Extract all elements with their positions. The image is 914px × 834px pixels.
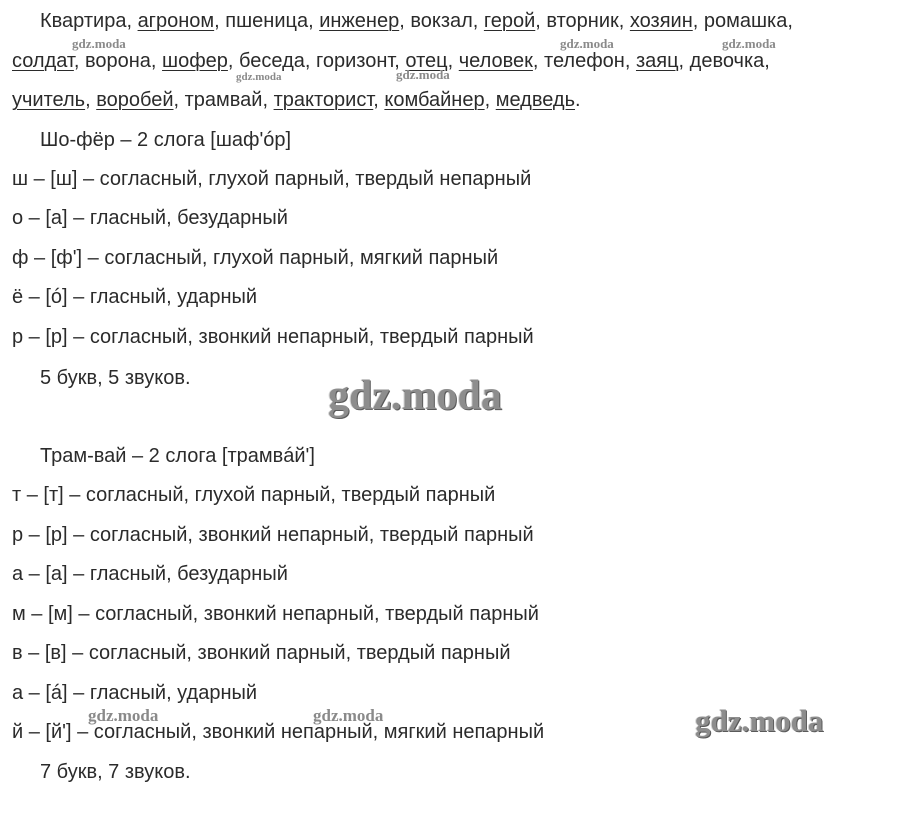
word-list-text: , трамвай, bbox=[173, 89, 274, 111]
underlined-word: отец bbox=[405, 50, 448, 72]
underlined-word: тракторист bbox=[273, 89, 374, 111]
underlined-word: медведь bbox=[495, 89, 576, 111]
word-list-text: , телефон, bbox=[532, 50, 636, 72]
analysis-2-row: р – [р] – согласный, звонкий непарный, твердый парный bbox=[12, 524, 534, 546]
watermark: gdz.moda bbox=[313, 706, 384, 725]
analysis-2-row: й – [й'] – согласный, звонкий непарный, мягкий непарный bbox=[12, 721, 545, 743]
watermark: gdz.moda bbox=[396, 67, 450, 82]
underlined-word: хозяин bbox=[629, 10, 693, 32]
analysis-1-summary: 5 букв, 5 звуков. bbox=[40, 367, 191, 389]
watermark: gdz.moda bbox=[72, 36, 126, 51]
word-list-text: , ромашка, bbox=[692, 10, 793, 32]
analysis-2-header: Трам-вай – 2 слога [трамвáй'] bbox=[40, 445, 315, 467]
analysis-1-row: ф – [ф'] – согласный, глухой парный, мягкий парный bbox=[12, 247, 499, 269]
analysis-1-row: о – [а] – гласный, безударный bbox=[12, 207, 288, 229]
underlined-word: шофер bbox=[162, 50, 228, 72]
word-list-text: , вокзал, bbox=[399, 10, 484, 32]
watermark: gdz.moda bbox=[560, 36, 614, 51]
watermark: gdz.moda bbox=[722, 36, 776, 51]
analysis-1-row: ё – [ó] – гласный, ударный bbox=[12, 286, 258, 308]
analysis-2-row: а – [а] – гласный, безударный bbox=[12, 563, 288, 585]
watermark-large: gdz.moda bbox=[695, 703, 824, 738]
analysis-2-summary: 7 букв, 7 звуков. bbox=[40, 761, 191, 783]
analysis-2-row: а – [á] – гласный, ударный bbox=[12, 682, 258, 704]
analysis-1-row: ш – [ш] – согласный, глухой парный, твердый непарный bbox=[12, 168, 532, 190]
watermark-large: gdz.moda bbox=[328, 373, 502, 419]
watermark: gdz.moda bbox=[236, 71, 282, 83]
word-list-line-2 bbox=[12, 49, 770, 73]
underlined-word: воробей bbox=[96, 89, 174, 111]
word-list-text: , вторник, bbox=[535, 10, 630, 32]
word-list-text: , bbox=[126, 10, 138, 32]
word-list-text: , девочка, bbox=[678, 50, 770, 72]
analysis-1-row: р – [р] – согласный, звонкий непарный, твердый парный bbox=[12, 326, 534, 348]
word-list-text: , bbox=[85, 89, 97, 111]
analysis-1-header: Шо-фёр – 2 слога [шаф'óр] bbox=[40, 129, 292, 151]
underlined-word: герой bbox=[483, 10, 536, 32]
underlined-word: агроном bbox=[137, 10, 215, 32]
watermark: gdz.moda bbox=[88, 706, 159, 725]
word-list-text: , bbox=[373, 89, 385, 111]
word-list-text: , bbox=[484, 89, 496, 111]
underlined-word: солдат bbox=[12, 50, 74, 72]
underlined-word: человек bbox=[458, 50, 533, 72]
word-list-text: , ворона, bbox=[73, 50, 163, 72]
word-list-line-3 bbox=[12, 88, 581, 112]
analysis-2-row: м – [м] – согласный, звонкий непарный, твердый парный bbox=[12, 603, 539, 625]
word-list-text: , bbox=[447, 50, 459, 72]
word-list-text: . bbox=[575, 89, 581, 111]
word-list-text: , пшеница, bbox=[214, 10, 320, 32]
word-list-text: Квартира bbox=[40, 10, 127, 32]
analysis-2-row: в – [в] – согласный, звонкий парный, твердый парный bbox=[12, 642, 511, 664]
word-list-line-1 bbox=[40, 9, 793, 33]
underlined-word: учитель bbox=[12, 89, 86, 111]
underlined-word: инженер bbox=[319, 10, 400, 32]
word-list-text: , беседа, горизонт, bbox=[227, 50, 406, 72]
analysis-2-row: т – [т] – согласный, глухой парный, твердый парный bbox=[12, 484, 496, 506]
underlined-word: заяц bbox=[635, 50, 679, 72]
underlined-word: комбайнер bbox=[384, 89, 485, 111]
